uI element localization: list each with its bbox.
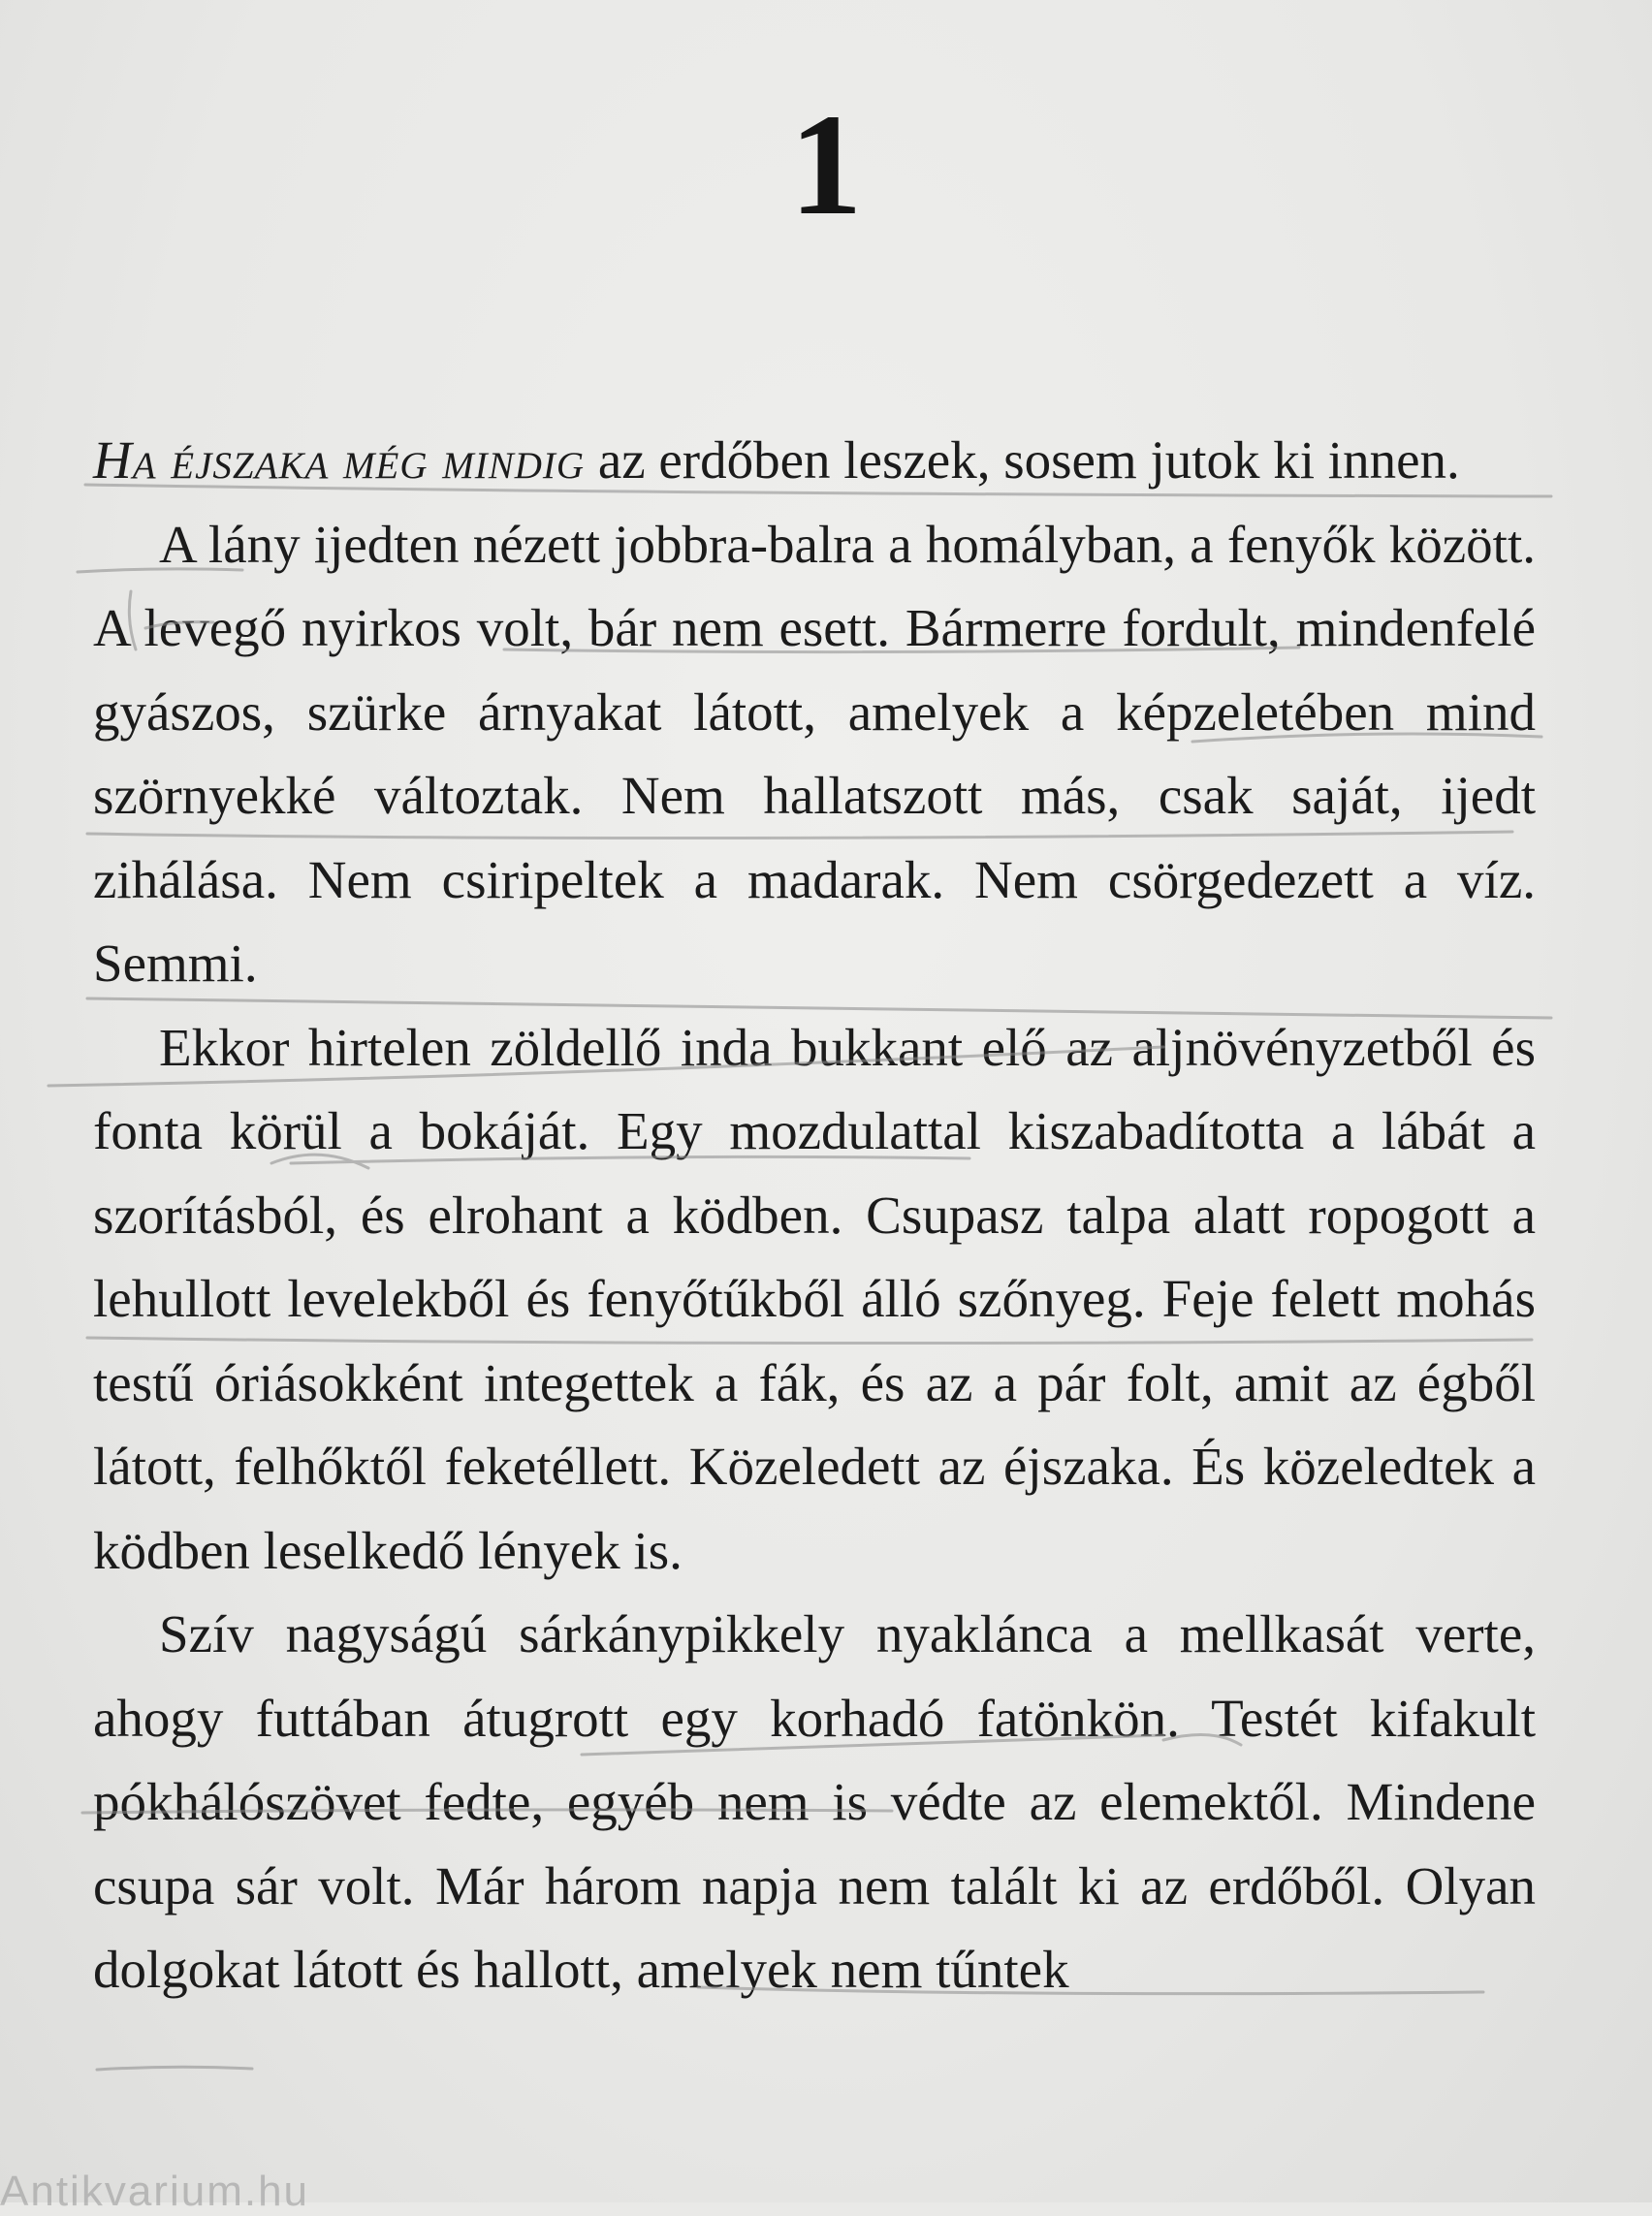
paragraph-1 [93, 419, 1536, 503]
chapter-number: 1 [789, 84, 863, 245]
paragraph-1-text: az erdőben leszek, sosem jutok ki innen. [585, 430, 1460, 490]
paragraph-3: Ekkor hirtelen zöldellő inda bukkant elő az aljnövényzetből és fonta körül a bokáját. Egy mozdulattal kiszabadította a lábát a szorításból, és elrohant a ködben. Csupasz talpa alatt ropogott a lehullott levelekből és fenyőtűkből álló szőnyeg. Feje felett mohás testű óriásokként integettek a fák, és az a pár folt, amit az égből látott, felhőktől feketéllett. Közeledett az éjszaka. És közeledtek a ködben leselkedő lények is. [93, 1017, 1536, 1580]
paragraph-4: Szív nagyságú sárkánypikkely nyaklánca a mellkasát verte, ahogy futtában átugrott egy korhadó fatönkön. Testét kifakult pókhálószövet fedte, egyéb nem is védte az elemektől. Mindene csupa sár volt. Már három napja nem talált ki az erdőből. Olyan dolgokat látott és hallott, amelyek nem tűntek [93, 1604, 1536, 1999]
body-text [93, 419, 1536, 2012]
paragraph-2: A lány ijedten nézett jobbra-balra a homályban, a fenyők között. A levegő nyirkos volt, bár nem esett. Bármerre fordult, mindenfelé gyászos, szürke árnyakat látott, amelyek a képzeletében mind szörnyekké változtak. Nem hallatszott más, csak saját, ijedt zihálása. Nem csiripeltek a madarak. Nem csörgedezett a víz. Semmi. [93, 514, 1536, 993]
pencil-underline [97, 2067, 252, 2070]
watermark: Antikvarium.hu [0, 2168, 310, 2215]
opening-small-caps: Ha éjszaka még mindig [93, 430, 586, 490]
